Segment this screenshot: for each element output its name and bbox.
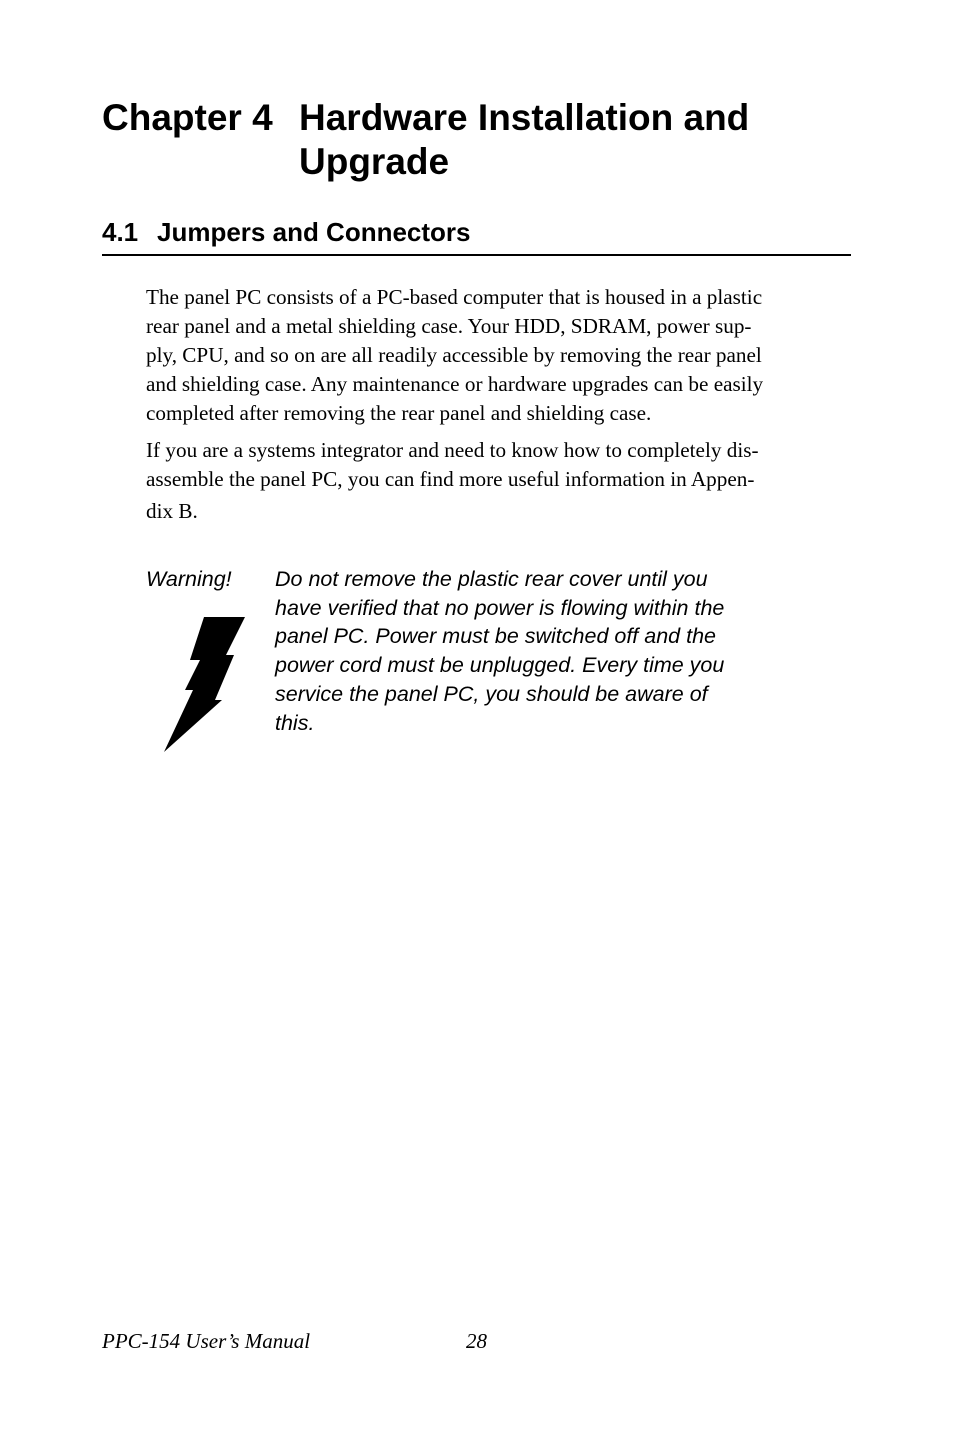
chapter-label: Chapter 4 xyxy=(102,97,273,138)
warning-line: have verified that no power is flowing within the xyxy=(275,595,725,620)
warning-text xyxy=(275,565,815,737)
paragraph-line: dix B. xyxy=(146,499,198,523)
paragraph-line: completed after removing the rear panel and shielding case. xyxy=(146,401,652,425)
paragraph-line: rear panel and a metal shielding case. Your HDD, SDRAM, power sup- xyxy=(146,314,752,338)
section-title: Jumpers and Connectors xyxy=(157,217,471,247)
paragraph-line: The panel PC consists of a PC-based computer that is housed in a plastic xyxy=(146,285,763,309)
warning-line: power cord must be unplugged. Every time you xyxy=(275,653,725,678)
paragraph-line: assemble the panel PC, you can find more useful information in Appen- xyxy=(146,467,755,491)
footer-page-number: 28 xyxy=(466,1329,487,1353)
warning-label: Warning! xyxy=(146,567,232,591)
footer-manual-title: PPC-154 User’s Manual xyxy=(102,1329,311,1353)
section-heading xyxy=(102,214,851,256)
lightning-bolt-icon xyxy=(160,615,250,755)
body-paragraph xyxy=(146,436,851,526)
warning-line: this. xyxy=(275,710,315,735)
paragraph-line: and shielding case. Any maintenance or hardware upgrades can be easily xyxy=(146,372,764,396)
paragraph-line: If you are a systems integrator and need to know how to completely dis- xyxy=(146,438,759,462)
paragraph-line: ply, CPU, and so on are all readily accessible by removing the rear panel xyxy=(146,343,762,367)
body-paragraph xyxy=(146,283,851,428)
chapter-title: Hardware Installation and Upgrade xyxy=(299,97,750,182)
section-number: 4.1 xyxy=(102,217,139,247)
warning-line: panel PC. Power must be switched off and the xyxy=(275,624,716,649)
warning-line: Do not remove the plastic rear cover until you xyxy=(275,567,708,591)
warning-line: service the panel PC, you should be aware of xyxy=(275,681,708,706)
